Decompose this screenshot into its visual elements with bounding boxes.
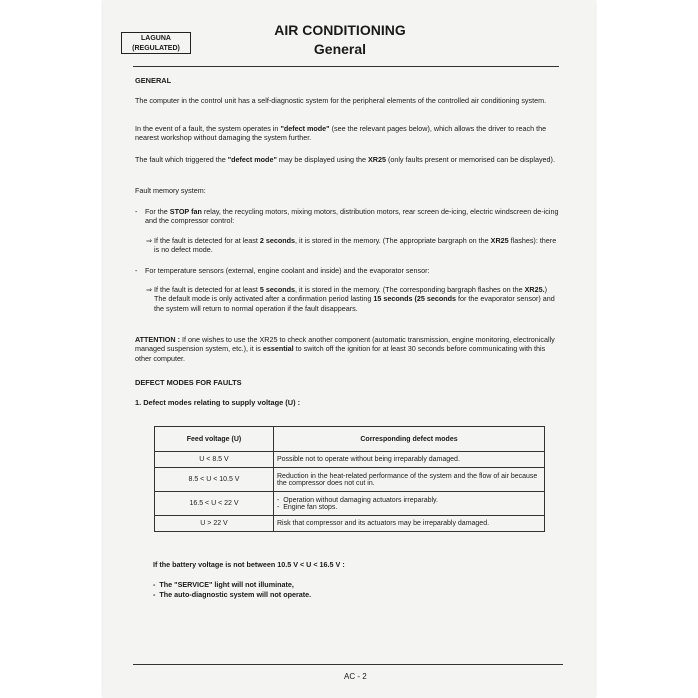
page-number: AC - 2 — [344, 672, 367, 681]
bullet-sensors: - For temperature sensors (external, engine coolant and inside) and the evaporator sensor: — [135, 266, 430, 275]
defect-mode-line: Operation without damaging actuators irreparably. — [283, 496, 438, 504]
arrow-icon: ⇒ — [146, 236, 153, 245]
defect-mode-cell: Risk that compressor and its actuators may be irreparably damaged. — [274, 516, 545, 532]
footer-divider — [133, 664, 563, 665]
section-heading-general: GENERAL — [135, 76, 172, 85]
model-variant: (REGULATED) — [132, 45, 180, 52]
table-row — [155, 468, 545, 492]
bullet-relays: - For the STOP fan relay, the recycling motors, mixing motors, distribution motors, rear screen de-icing, electric windscreen de-icing and the compressor control: — [135, 207, 559, 226]
subsection-heading-supply-voltage: 1. Defect modes relating to supply voltage (U) : — [135, 398, 301, 407]
battery-voltage-note: If the battery voltage is not between 10.5 V < U < 16.5 V : — [153, 560, 345, 569]
header-divider — [133, 66, 559, 67]
section-heading-defect-modes: DEFECT MODES FOR FAULTS — [135, 378, 242, 387]
fault-memory-label: Fault memory system: — [135, 186, 206, 195]
column-header-voltage: Feed voltage (U) — [155, 427, 274, 452]
defect-mode-cell: Reduction in the heat-related performance of the system and the flow of air because the compressor does not cut in. — [274, 468, 545, 492]
defect-mode-table — [154, 426, 545, 532]
consequence-item: - The auto-diagnostic system will not operate. — [153, 590, 312, 599]
general-paragraph-1: The computer in the control unit has a self-diagnostic system for the peripheral elements of the controlled air conditioning system. — [135, 96, 547, 105]
arrow-icon: ⇒ — [146, 285, 153, 294]
bullet-dash: - — [135, 207, 138, 216]
general-paragraph-3: The fault which triggered the "defect mode" may be displayed using the XR25 (only faults present or memorised can be displayed). — [135, 155, 555, 164]
attention-note: ATTENTION : If one wishes to use the XR25 to check another component (automatic transmission, engine monitoring, electronically managed suspension system, etc.), it is essential to switch off the ignition for at least 30 seconds before communicating with this other computer. — [135, 335, 555, 363]
voltage-cell: 16.5 < U < 22 V — [155, 492, 274, 516]
sub-item-5-seconds: ⇒ If the fault is detected for at least 5 seconds, it is stored in the memory. (The corresponding bargraph flashes on the XR25.) The default mode is only activated after a confirmation period lasting 15 seconds (25 seconds for the evaporator sensor) and the system will return to normal operation if the fault disappears. — [146, 285, 555, 313]
bullet-dash: - — [135, 266, 138, 275]
sub-item-2-seconds: ⇒ If the fault is detected for at least 2 seconds, it is stored in the memory. (The appropriate bargraph on the XR25 flashes): there is no defect mode. — [146, 236, 557, 255]
consequence-item: - The "SERVICE" light will not illuminate, — [153, 580, 294, 589]
defect-mode-cell: - Operation without damaging actuators irreparably. - Engine fan stops. — [274, 492, 545, 516]
model-name: LAGUNA — [141, 35, 171, 42]
model-box — [121, 32, 191, 54]
table-row — [155, 452, 545, 468]
general-paragraph-2: In the event of a fault, the system operates in "defect mode" (see the relevant pages below), which allows the driver to reach the nearest workshop without damaging the system further. — [135, 124, 547, 143]
table-row — [155, 492, 545, 516]
table-header-row — [155, 427, 545, 452]
column-header-defect-modes: Corresponding defect modes — [274, 427, 545, 452]
defect-mode-line: Engine fan stops. — [283, 503, 338, 511]
table-row — [155, 516, 545, 532]
title-sub: General — [313, 41, 367, 57]
page-title — [240, 21, 440, 59]
voltage-cell: U > 22 V — [155, 516, 274, 532]
voltage-cell: 8.5 < U < 10.5 V — [155, 468, 274, 492]
voltage-cell: U < 8.5 V — [155, 452, 274, 468]
defect-mode-cell: Possible not to operate without being irreparably damaged. — [274, 452, 545, 468]
title-main: AIR CONDITIONING — [274, 22, 406, 38]
